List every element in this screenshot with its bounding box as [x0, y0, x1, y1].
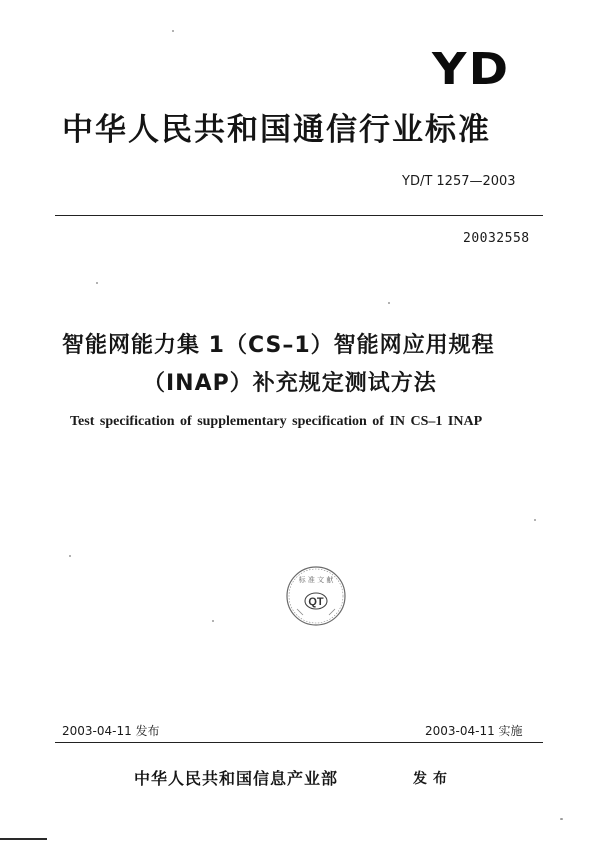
document-title-line-2: （INAP）补充规定测试方法 — [143, 371, 437, 396]
scan-speck — [560, 818, 563, 820]
scan-speck — [69, 555, 71, 557]
scan-edge-mark — [0, 838, 47, 840]
svg-text:QT: QT — [308, 596, 324, 608]
scan-speck — [96, 282, 98, 284]
svg-text:标 准 文 献: 标 准 文 献 — [298, 576, 334, 584]
top-divider — [55, 215, 543, 216]
publish-label: 发布 — [413, 771, 453, 787]
scan-speck — [212, 620, 214, 622]
standard-category-title: 中华人民共和国通信行业标准 — [62, 112, 491, 148]
scan-speck — [534, 519, 536, 521]
scan-speck — [388, 302, 390, 304]
serial-number: 20032558 — [463, 231, 530, 246]
scan-speck — [172, 30, 174, 32]
standard-number: YD/T 1257—2003 — [402, 174, 516, 189]
yd-logo: YD — [432, 44, 511, 95]
bottom-divider — [55, 742, 543, 743]
publisher-name: 中华人民共和国信息产业部 — [134, 769, 339, 788]
document-title-english: Test specification of supplementary specification of IN CS–1 INAP — [70, 414, 483, 429]
implementation-date: 2003-04-11 实施 — [425, 724, 523, 738]
document-title-line-1: 智能网能力集 1（CS–1）智能网应用规程 — [62, 333, 495, 358]
qt-seal-stamp — [285, 565, 347, 627]
issue-date: 2003-04-11 发布 — [62, 724, 160, 738]
